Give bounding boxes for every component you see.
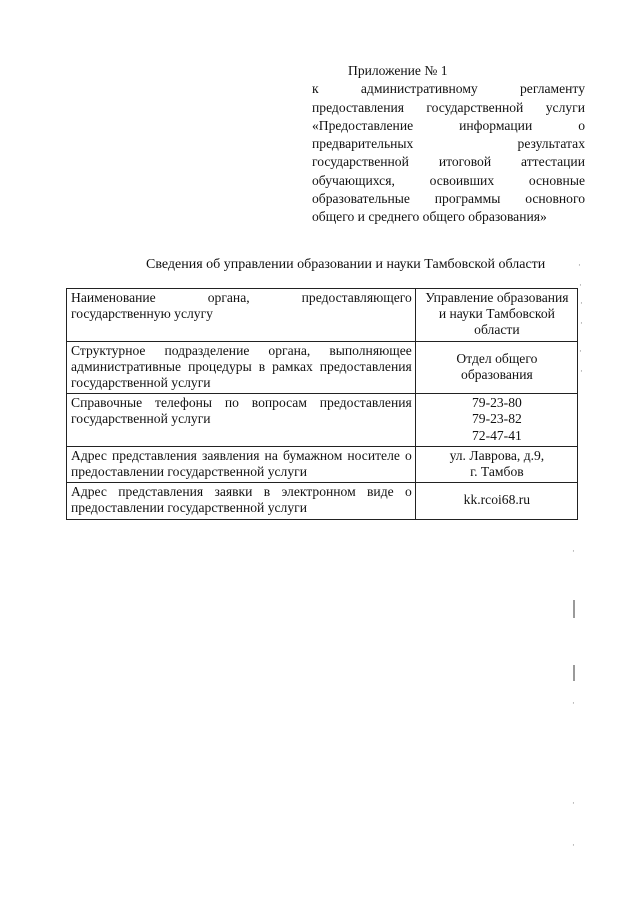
scan-artifact: · — [572, 799, 575, 809]
scan-artifact: · — [572, 841, 575, 851]
appendix-line: предварительных результатах — [312, 136, 585, 152]
row-value-line: 79-23-82 — [471, 411, 522, 427]
scan-artifact: · — [579, 347, 582, 357]
row-label: Наименование органа, предоставляющего государственную услугу — [67, 289, 416, 342]
row-value-line: Управление образования — [425, 290, 569, 305]
row-value-line: г. Тамбов — [470, 464, 524, 480]
appendix-line: предоставления государственной услуги — [312, 99, 585, 115]
scan-artifact: · — [578, 261, 581, 271]
table-row — [67, 394, 578, 447]
scan-artifact: · — [572, 547, 575, 557]
appendix-line: общего и среднего общего образования» — [312, 209, 547, 225]
row-value — [415, 289, 577, 342]
scan-artifact: · — [579, 281, 582, 291]
table-row — [67, 341, 578, 394]
row-value-line: kk.rcoi68.ru — [463, 492, 531, 508]
appendix-line: «Предоставление информации о — [312, 117, 585, 133]
row-value-line: ул. Лаврова, д.9, — [449, 447, 545, 463]
appendix-heading: Приложение № 1 — [348, 63, 448, 78]
row-label: Справочные телефоны по вопросам предоставления государственной услуги — [67, 394, 416, 447]
row-value-line: 72-47-41 — [471, 427, 522, 443]
row-value-line: и науки Тамбовской — [438, 306, 555, 322]
row-value-line: образования — [461, 366, 533, 382]
scan-artifact — [573, 665, 575, 681]
table-row — [67, 483, 578, 519]
info-table — [66, 288, 578, 520]
table-row — [67, 289, 578, 342]
appendix-line: государственной итоговой аттестации — [312, 154, 585, 170]
row-value — [415, 341, 577, 394]
appendix-line: обучающихся, освоивших основные — [312, 172, 585, 188]
row-value — [415, 446, 577, 482]
row-value — [415, 394, 577, 447]
appendix-line: образовательные программы основного — [312, 191, 585, 207]
row-value-line: области — [474, 322, 520, 338]
row-value — [415, 483, 577, 519]
row-label: Адрес представления заявки в электронном виде о предоставлении государственной услуги — [67, 483, 416, 519]
scan-artifact: · — [580, 319, 583, 329]
scan-artifact: · — [580, 299, 583, 309]
row-label: Структурное подразделение органа, выполняющее административные процедуры в рамках предоставления государственной услуги — [67, 341, 416, 394]
appendix-block — [312, 62, 585, 227]
document-title: Сведения об управлении образовании и науки Тамбовской области — [146, 257, 546, 272]
row-label: Адрес представления заявления на бумажном носителе о предоставлении государственной услуги — [67, 446, 416, 482]
scan-artifact: · — [572, 699, 575, 709]
row-value-line: 79-23-80 — [471, 395, 522, 411]
scan-artifact: · — [580, 367, 583, 377]
scan-artifact — [573, 600, 575, 618]
row-value-line: Отдел общего — [456, 350, 538, 366]
table-row — [67, 446, 578, 482]
appendix-line: к административному регламенту — [312, 81, 585, 97]
